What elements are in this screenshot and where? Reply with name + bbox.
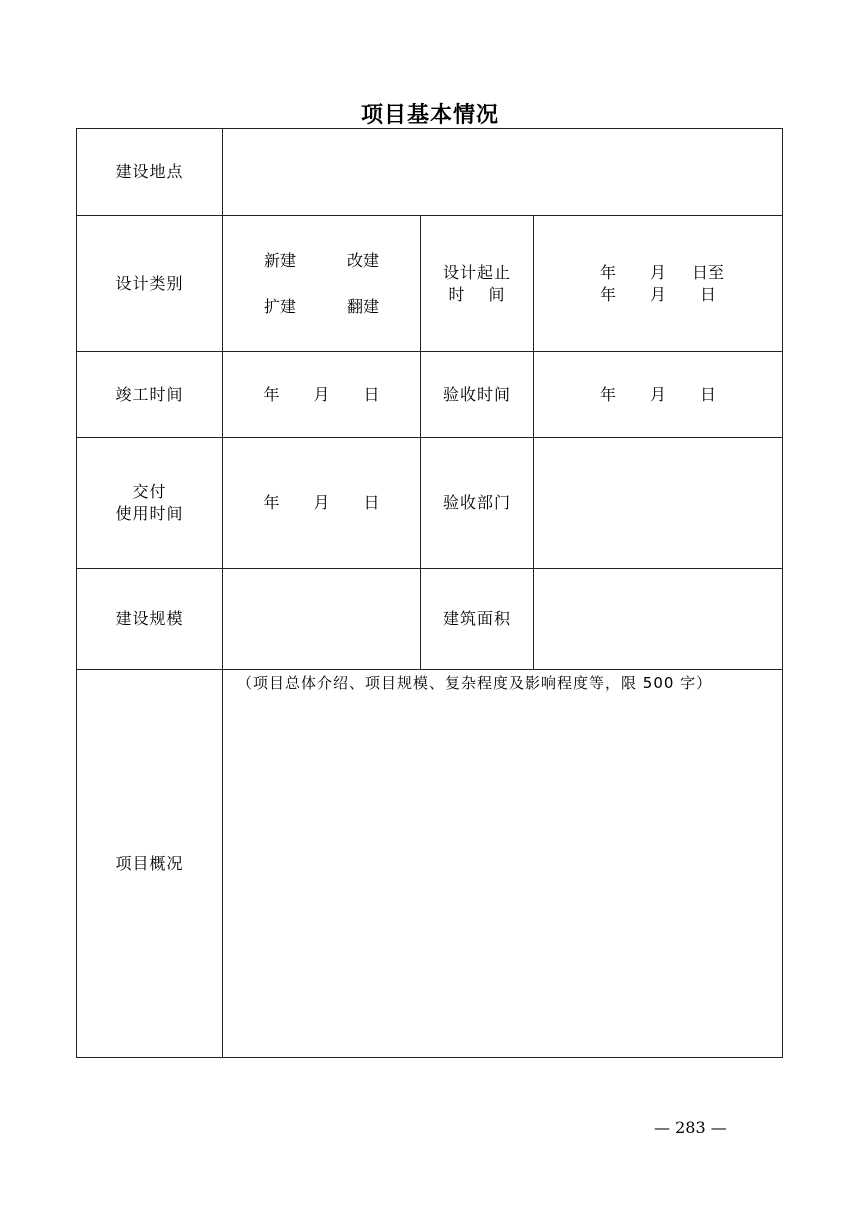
period-start-day: 日至 (691, 262, 724, 282)
completion-label: 竣工时间 (77, 352, 223, 438)
row-location (77, 129, 783, 216)
scale-label: 建设规模 (77, 569, 223, 670)
row-design-type (77, 216, 783, 352)
completion-month: 月 (313, 384, 330, 404)
acceptance-date-field[interactable] (534, 352, 783, 438)
period-end-day: 日 (699, 284, 716, 304)
option-rebuild[interactable]: 翻建 (347, 296, 380, 316)
design-period-label (421, 216, 534, 352)
acceptance-day: 日 (699, 384, 716, 404)
delivery-label-line2: 使用时间 (115, 504, 184, 523)
option-renovate[interactable]: 改建 (347, 250, 380, 270)
page-number: — 283 — (654, 1118, 727, 1137)
period-start (534, 262, 782, 284)
scale-field[interactable] (223, 569, 421, 670)
design-period-field[interactable] (534, 216, 783, 352)
option-new[interactable]: 新建 (263, 250, 296, 270)
period-end-month: 月 (649, 284, 666, 304)
completion-day: 日 (363, 384, 380, 404)
row-delivery (77, 438, 783, 569)
option-expand[interactable]: 扩建 (263, 296, 296, 316)
period-start-year: 年 (599, 262, 616, 282)
page-title: 项目基本情况 (360, 103, 499, 128)
project-info-table (76, 128, 783, 1058)
delivery-label (77, 438, 223, 569)
row-overview (77, 670, 783, 1058)
delivery-day: 日 (363, 493, 380, 512)
location-field[interactable] (223, 129, 783, 216)
acceptance-time-label: 验收时间 (421, 352, 534, 438)
acceptance-dept-field[interactable] (534, 438, 783, 569)
location-label: 建设地点 (77, 129, 223, 216)
floor-area-label: 建筑面积 (421, 569, 534, 670)
design-type-options (223, 216, 421, 352)
acceptance-dept-label: 验收部门 (421, 438, 534, 569)
design-type-label: 设计类别 (77, 216, 223, 352)
floor-area-field[interactable] (534, 569, 783, 670)
period-start-month: 月 (649, 262, 666, 282)
acceptance-year: 年 (599, 384, 616, 404)
design-period-label-line1: 设计起止 (442, 262, 511, 282)
overview-field[interactable] (223, 670, 783, 1058)
acceptance-month: 月 (649, 384, 666, 404)
delivery-label-line1: 交付 (132, 482, 167, 501)
period-end (534, 284, 782, 306)
overview-hint: （项目总体介绍、项目规模、复杂程度及影响程度等，限 500 字） (237, 674, 713, 692)
row-completion (77, 352, 783, 438)
completion-date-field[interactable] (223, 352, 421, 438)
delivery-month: 月 (313, 493, 330, 512)
overview-label: 项目概况 (77, 670, 223, 1058)
delivery-date-field[interactable] (223, 438, 421, 569)
completion-year: 年 (263, 384, 280, 404)
delivery-year: 年 (263, 493, 280, 512)
period-end-year: 年 (599, 284, 616, 304)
row-scale (77, 569, 783, 670)
design-period-label-line2: 时 间 (448, 284, 506, 304)
